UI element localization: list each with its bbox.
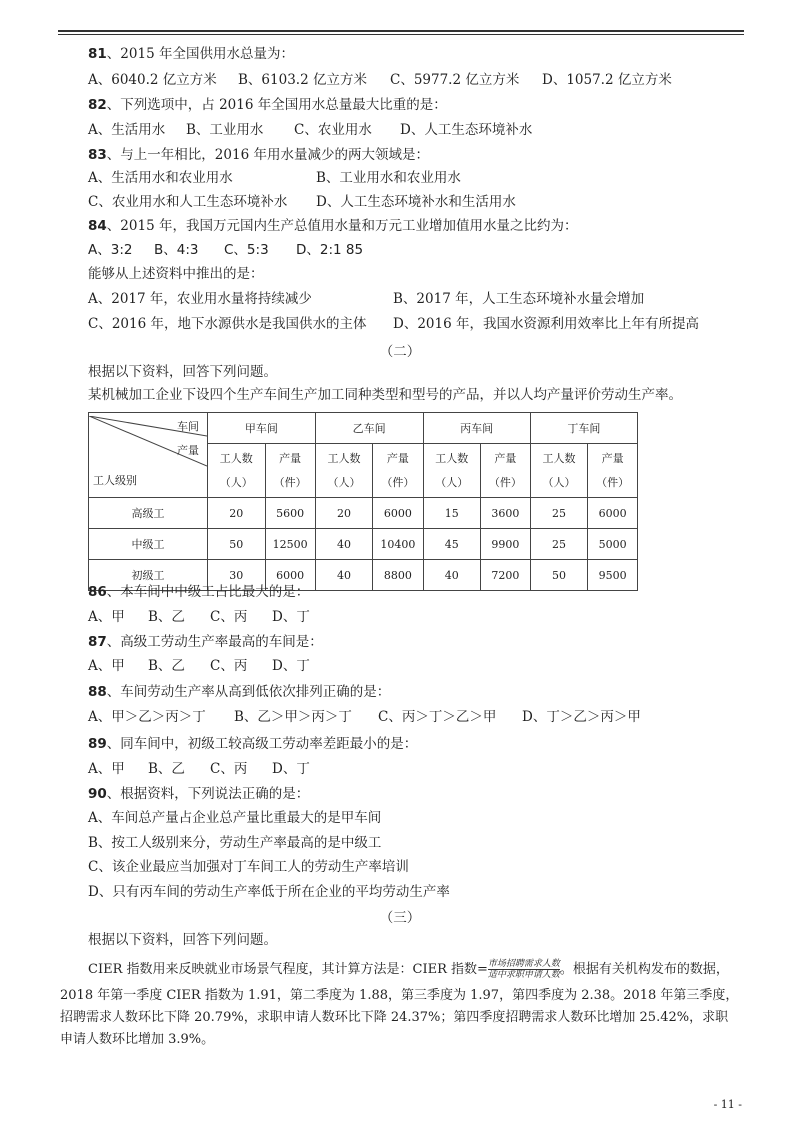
question-86: 86、本车间中中级工占比最大的是： (88, 584, 310, 600)
section-2-description: 某机械加工企业下设四个生产车间生产加工同种类型和型号的产品，并以人均产量评价劳动生产率。 (88, 387, 682, 403)
cier-fraction: $\frac{\text{市场招聘需求人数}}{\text{适中求职申请人数}}$ (487, 959, 560, 980)
header-workshop-b: 乙车间 (315, 413, 423, 444)
section-2-title: （二） (379, 344, 421, 360)
cell: 12500 (265, 529, 315, 560)
option-b[interactable]: B、4:3 (154, 242, 199, 258)
question-87-options (88, 656, 310, 676)
question-86-options (88, 607, 310, 627)
option-c[interactable]: C、5977.2 亿立方米 (390, 72, 520, 88)
row-level: 初级工 (89, 560, 208, 591)
option-a[interactable]: A、2017 年，农业用水量将持续减少 (88, 291, 312, 307)
option-c[interactable]: C、农业用水 (294, 122, 372, 138)
cell: 45 (423, 529, 481, 560)
option-d[interactable]: D、丁 (272, 761, 310, 777)
cell: 50 (208, 529, 266, 560)
section-3-paragraph-line1: CIER 指数用来反映就业市场景气程度，其计算方法是：CIER 指数= $\frac{\text{市场招聘需求人数}}{\text{适中求职申请人数}}$ 。根据有关机构发布的数据， (88, 959, 729, 980)
question-85: 能够从上述资料中推出的是： (88, 266, 264, 282)
option-b[interactable]: B、乙 (148, 658, 185, 674)
option-d[interactable]: D、2:1 (296, 242, 342, 258)
header-workshop-d: 丁车间 (530, 413, 637, 444)
question-87: 87、高级工劳动生产率最高的车间是： (88, 634, 323, 650)
cell: 20 (315, 498, 373, 529)
option-c[interactable]: C、丙 (210, 609, 248, 625)
option-a[interactable]: A、6040.2 亿立方米 (88, 72, 217, 88)
option-a[interactable]: A、甲＞乙＞丙＞丁 (88, 709, 206, 725)
cell: 5600 (265, 498, 315, 529)
option-c[interactable]: C、农业用水和人工生态环境补水 (88, 194, 288, 210)
subheader-workers: 工人数（人） (423, 444, 481, 498)
option-a[interactable]: A、生活用水和农业用水 (88, 170, 233, 186)
table-row (89, 529, 638, 560)
question-81-options (88, 70, 672, 90)
cell: 6000 (588, 498, 638, 529)
header-workshop-c: 丙车间 (423, 413, 530, 444)
option-b[interactable]: B、6103.2 亿立方米 (238, 72, 367, 88)
question-85-number: 85 (345, 242, 364, 258)
question-82-options (88, 120, 532, 140)
cell: 30 (208, 560, 266, 591)
option-b[interactable]: B、乙 (148, 761, 185, 777)
option-d[interactable]: D、人工生态环境补水 (400, 122, 533, 138)
option-b[interactable]: B、乙 (148, 609, 185, 625)
option-a[interactable]: A、3:2 (88, 242, 133, 258)
cell: 25 (530, 529, 588, 560)
option-c[interactable]: C、丙 (210, 658, 248, 674)
subheader-workers: 工人数（人） (530, 444, 588, 498)
option-d[interactable]: D、1057.2 亿立方米 (542, 72, 672, 88)
option-a[interactable]: A、甲 (88, 658, 125, 674)
question-88: 88、车间劳动生产率从高到低依次排列正确的是： (88, 684, 391, 700)
option-a[interactable]: A、车间总产量占企业总产量比重最大的是甲车间 (88, 810, 382, 826)
section-3-title: （三） (379, 910, 421, 926)
cell: 40 (315, 560, 373, 591)
subheader-workers: 工人数（人） (208, 444, 266, 498)
option-d[interactable]: D、只有丙车间的劳动生产率低于所在企业的平均劳动生产率 (88, 884, 450, 900)
section-3-paragraph-line2: 2018 年第一季度 CIER 指数为 1.91，第二季度为 1.88，第三季度为 1.97，第四季度为 2.38。2018 年第三季度， (60, 988, 739, 1003)
cell: 40 (423, 560, 481, 591)
section-3-paragraph-line3: 招聘需求人数环比下降 20.79%，求职申请人数环比下降 24.37%；第四季度招聘需求人数环比增加 25.42%，求职 (60, 1010, 729, 1025)
option-c[interactable]: C、该企业最应当加强对丁车间工人的劳动生产率培训 (88, 859, 409, 875)
cell: 40 (315, 529, 373, 560)
cell: 9500 (588, 560, 638, 591)
cell: 8800 (373, 560, 423, 591)
row-level: 中级工 (89, 529, 208, 560)
cell: 6000 (373, 498, 423, 529)
cell: 25 (530, 498, 588, 529)
question-85-options-row1 (88, 289, 644, 309)
table-corner-cell (89, 413, 208, 498)
cell: 5000 (588, 529, 638, 560)
option-b[interactable]: B、工业用水 (186, 122, 264, 138)
cell: 6000 (265, 560, 315, 591)
question-83-options-row1 (88, 168, 461, 188)
header-workshop-a: 甲车间 (208, 413, 316, 444)
page-number: - 11 - (713, 1098, 742, 1111)
corner-label-workshop: 车间 (177, 420, 199, 433)
subheader-output: 产量（件） (588, 444, 638, 498)
cell: 15 (423, 498, 481, 529)
option-d[interactable]: D、2016 年，我国水资源利用效率比上年有所提高 (393, 316, 699, 332)
option-d[interactable]: D、丁 (272, 658, 310, 674)
option-c[interactable]: C、5:3 (224, 242, 269, 258)
question-89-options (88, 759, 310, 779)
option-a[interactable]: A、甲 (88, 761, 125, 777)
option-d[interactable]: D、丁＞乙＞丙＞甲 (522, 709, 641, 725)
cell: 3600 (481, 498, 531, 529)
cell: 20 (208, 498, 266, 529)
question-88-options (88, 707, 641, 727)
option-b[interactable]: B、按工人级别来分，劳动生产率最高的是中级工 (88, 835, 382, 851)
option-b[interactable]: B、乙＞甲＞丙＞丁 (234, 709, 352, 725)
option-c[interactable]: C、丙 (210, 761, 248, 777)
top-rule (58, 30, 744, 32)
section-3-intro: 根据以下资料，回答下列问题。 (88, 932, 277, 948)
corner-label-output: 产量 (177, 444, 199, 457)
top-rule-thin (58, 34, 744, 35)
option-d[interactable]: D、人工生态环境补水和生活用水 (316, 194, 516, 210)
subheader-output: 产量（件） (373, 444, 423, 498)
option-b[interactable]: B、2017 年，人工生态环境补水量会增加 (393, 291, 645, 307)
option-b[interactable]: B、工业用水和农业用水 (316, 170, 461, 186)
question-84-options (88, 240, 363, 260)
question-83-options-row2 (88, 192, 516, 212)
cell: 7200 (481, 560, 531, 591)
cell: 9900 (481, 529, 531, 560)
option-a[interactable]: A、生活用水 (88, 122, 166, 138)
option-c[interactable]: C、2016 年，地下水源供水是我国供水的主体 (88, 316, 367, 332)
option-d[interactable]: D、丁 (272, 609, 310, 625)
corner-label-level: 工人级别 (93, 474, 137, 487)
question-89: 89、同车间中，初级工较高级工劳动率差距最小的是： (88, 736, 418, 752)
section-3-paragraph-line4: 申请人数环比增加 3.9%。 (60, 1032, 215, 1047)
question-85-options-row2 (88, 314, 699, 334)
question-84: 84、2015 年，我国万元国内生产总值用水量和万元工业增加值用水量之比约为： (88, 218, 578, 234)
cell: 10400 (373, 529, 423, 560)
question-81: 81、2015 年全国供用水总量为： (88, 46, 294, 62)
row-level: 高级工 (89, 498, 208, 529)
section-2-intro: 根据以下资料，回答下列问题。 (88, 364, 277, 380)
option-a[interactable]: A、甲 (88, 609, 125, 625)
question-83: 83、与上一年相比，2016 年用水量减少的两大领域是： (88, 147, 429, 163)
subheader-workers: 工人数（人） (315, 444, 373, 498)
question-90: 90、根据资料，下列说法正确的是： (88, 786, 310, 802)
option-c[interactable]: C、丙＞丁＞乙＞甲 (378, 709, 497, 725)
workshop-data-table (88, 412, 638, 591)
subheader-output: 产量（件） (481, 444, 531, 498)
table-row (89, 498, 638, 529)
question-82: 82、下列选项中，占 2016 年全国用水总量最大比重的是： (88, 97, 447, 113)
subheader-output: 产量（件） (265, 444, 315, 498)
cell: 50 (530, 560, 588, 591)
